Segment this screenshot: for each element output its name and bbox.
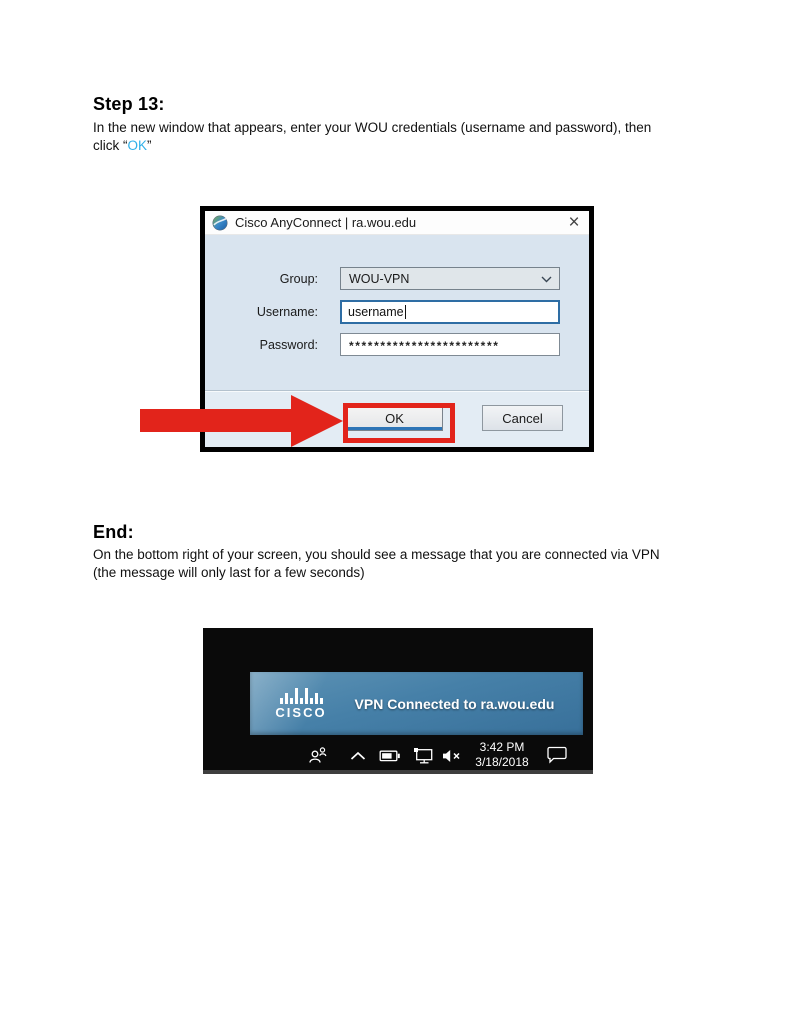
cancel-button[interactable]: Cancel xyxy=(482,405,563,431)
step-13-line1: In the new window that appears, enter your WOU credentials (username and password), then xyxy=(93,120,652,135)
group-label: Group: xyxy=(279,271,318,286)
dialog-titlebar xyxy=(205,211,589,235)
taskbar-screenshot xyxy=(203,628,593,774)
network-display-icon[interactable] xyxy=(414,748,435,765)
cisco-logo-bars-icon xyxy=(280,688,323,704)
end-line1: On the bottom right of your screen, you should see a message that you are connected via VPN xyxy=(93,547,660,562)
step-13-line2-prefix: click “ xyxy=(93,138,128,153)
password-row xyxy=(205,333,318,356)
dialog-title: Cisco AnyConnect | ra.wou.edu xyxy=(235,215,417,230)
group-dropdown[interactable] xyxy=(340,267,560,290)
cisco-logo xyxy=(270,688,332,720)
password-label: Password: xyxy=(259,337,318,352)
end-line2: (the message will only last for a few seconds) xyxy=(93,565,365,580)
close-icon[interactable]: × xyxy=(568,212,580,233)
username-value: username xyxy=(348,305,404,319)
vpn-connected-message: VPN Connected to ra.wou.edu xyxy=(354,695,555,712)
clock-date: 3/18/2018 xyxy=(475,755,529,769)
username-label: Username: xyxy=(256,305,318,319)
password-input[interactable] xyxy=(340,333,560,356)
people-icon[interactable] xyxy=(308,747,328,764)
vpn-connected-banner xyxy=(250,672,583,735)
step-13-heading: Step 13: xyxy=(93,94,165,114)
group-row xyxy=(205,267,318,290)
volume-muted-icon[interactable] xyxy=(442,749,462,763)
step-13-line2-suffix: ” xyxy=(147,138,152,153)
action-center-icon[interactable] xyxy=(547,747,568,764)
username-input[interactable] xyxy=(340,300,560,324)
group-value: WOU-VPN xyxy=(349,271,410,286)
chevron-down-icon xyxy=(541,276,552,283)
clock[interactable] xyxy=(462,740,542,770)
clock-time: 3:42 PM xyxy=(479,740,525,754)
red-arrow-annotation xyxy=(140,409,292,432)
username-row xyxy=(205,300,318,324)
ok-button[interactable]: OK xyxy=(346,405,443,431)
step-13-paragraph xyxy=(93,119,709,155)
battery-icon[interactable] xyxy=(380,750,401,762)
password-masked-value: ************************ xyxy=(349,338,500,353)
anyconnect-globe-icon xyxy=(212,215,228,231)
ok-keyword: OK xyxy=(127,138,148,153)
end-paragraph xyxy=(93,546,709,582)
end-heading: End: xyxy=(93,522,134,542)
red-arrow-head xyxy=(291,395,343,447)
chevron-up-icon[interactable] xyxy=(350,752,366,761)
text-caret xyxy=(405,305,406,319)
cisco-wordmark: CISCO xyxy=(275,704,327,720)
